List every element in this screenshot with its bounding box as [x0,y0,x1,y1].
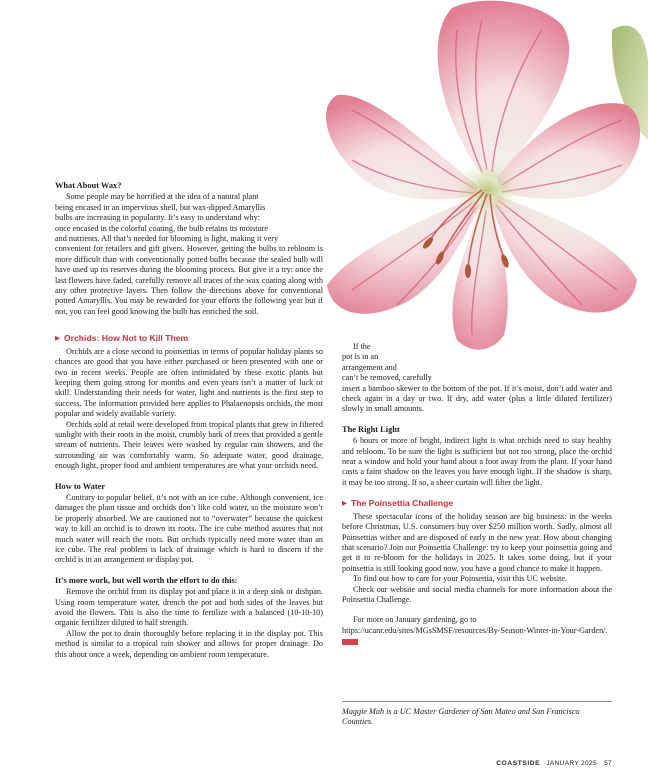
water-paragraph-1: Contrary to popular belief, it’s not with an ice cube. Although convenient, ice damages the plant tissue and orchids don’t like cold water, so the moisture won’t be properly absorbed. We are cautioned not to “overwater” because the quickest way to kill an orchid is to drown its roots. The ice cube method assures that not much water will reach the roots. But orchids typically need more water than an ice cube. The real problem is lack of drainage which is hard to discern if the orchid is in an arrangement or display pot. [55,492,323,565]
orchids-paragraph-2: Orchids sold at retail were developed from tropical plants that grew in filtered sunlight with their roots in the moist, crumbly bark of trees that provided a gentle stream of nutrients. Their leaves were washed by regular rain showers, and the surrounding air was comfortably warm. So adequate water, good drainage, enough light, proper food and ambient temperatures are what your orchids need. [55,419,323,471]
footer-page-number: 57 [604,760,612,767]
poinsettia-paragraph-3: Check our website and social media channels for more information about the Poinsettia Challenge. [342,584,612,604]
left-column [55,181,323,660]
cont-line-2: pot is in an [342,352,379,362]
cont-line-1: If the [353,342,371,351]
heading-what-about-wax: What About Wax? [55,181,122,190]
cont-body: insert a bamboo skewer to the bottom of the pot. If it’s moist, don’t add water and check again in a day or two. If dry, add water (plus a little diluted fertilizer) slowly in small amounts. [342,383,612,414]
light-paragraph-1: 6 hours or more of bright, indirect light is what orchids need to stay healthy and rebloom. To be sure the light is sufficient but not too strong, place the orchid near a window and hold your hand about a foot away from the plant. If your hand casts a faint shadow on the leaves you have enough light. If the shadow is sharp, it may be too strong. If so, a sheer curtain will filter the light. [342,436,612,487]
cont-line-3: arrangement and [342,362,397,372]
heading-how-to-water: How to Water [55,481,106,491]
page-footer [496,760,612,767]
heading-orchids [55,333,323,344]
end-of-article-mark [342,639,358,645]
heading-more-work: It’s more work, but well worth the effort to do this: [55,575,238,585]
right-column [342,342,612,649]
heading-poinsettia-text: The Poinsettia Challenge [351,498,454,509]
triangle-right-icon: ▶ [342,500,347,508]
amaryllis-flower-image [292,0,648,352]
poinsettia-paragraph-1: These spectacular icons of the holiday season are big business: in the weeks before Christmas, U.S. consumers buy over $250 million worth. Sadly, almost all Poinsettias wither and are disposed of early in the new year. How about changing that scenario? Join our Poinsettia Challenge: try to keep your poinsettia going and get it to re-bloom for the holidays in 2025. It takes some doing, but if your poinsettia is still looking good now, you have a good chance to make it happen. [342,511,612,573]
triangle-right-icon: ▶ [55,335,60,343]
section-wax [55,181,323,317]
heading-poinsettia [342,498,612,509]
section-continued [342,342,612,415]
heading-orchids-text: Orchids: How Not to Kill Them [64,333,189,344]
heading-right-light: The Right Light [342,424,400,434]
poinsettia-paragraph-2: To find out how to care for your Poinsettia, visit this UC website. [353,574,568,584]
wax-line-2: being encased in an impervious shell, but wax-dipped Amaryllis [55,202,266,212]
section-poinsettia [342,498,612,648]
author-bio: Maggie Mah is a UC Master Gardener of San Mateo and San Francisco Counties. [342,707,580,727]
wax-line-3: bulbs are increasing in popularity. It’s easy to understand why: [55,213,261,223]
effort-paragraph-2: Allow the pot to drain thoroughly before replacing it in the display pot. This method is similar to a tropical rain shower and allows for proper drainage. Do this about once a week, depending on ambient room temperature. [55,628,323,659]
section-orchids [55,333,323,471]
wax-body: convenient for retailers and gift givers. However, getting the bulbs to rebloom is more difficult than with conventionally potted bulbs because the sealed bulb will have used up its reserves during the blooming process. But give it a try: once the last flowers have faded, carefully remove all traces of the wax coating along with any other protective layers. Then follow the directions above for conventional potted Amaryllis. You may be rewarded for your efforts the following year but if not, you can feel good knowing the bulb has enriched the soil. [55,244,323,316]
footer-brand: COASTSIDE [496,760,541,767]
section-how-to-water [55,482,323,566]
orchids-paragraph-1: Orchids are a close second to poinsettias in terms of popular holiday plants so chances are good that you have either purchased or been presented with one or two in recent weeks. People are often intimidated by these exotic plants but keeping them going strong for months and even years isn’t a matter of luck or skill. Understanding their needs for water, light and nutrients is the first step to success. The information provided here applies to Phalaenopsis orchids, the most popular and widely available variety. [55,346,323,419]
wax-line-4: once encased in the colorful coating, the bulb retains its moisture [55,223,269,233]
effort-paragraph-1: Remove the orchid from its display pot and place it in a deep sink or dishpan. Using room temperature water, drench the pot and both sides of the leaves but avoid the flowers. This is also the time to fertilize with a balanced (10-10-10) organic fertilizer diluted to half strength. [55,587,323,628]
cont-line-4: can’t be removed, carefully [342,373,432,383]
wax-line-5: and nutrients. All that’s needed for blooming is light, making it very [55,234,279,244]
section-more-work [55,576,323,660]
poinsettia-paragraph-4: For more on January gardening, go to https://ucanr.edu/sites/MGsSMSF/resources/By-Season-Winter-in-Your-Garden/. [342,615,608,635]
footer-date: JANUARY 2025 [546,760,597,767]
wax-line-1: Some people may be horrified at the idea of a natural plant [66,192,259,202]
bio-divider [342,701,612,702]
section-right-light [342,425,612,488]
